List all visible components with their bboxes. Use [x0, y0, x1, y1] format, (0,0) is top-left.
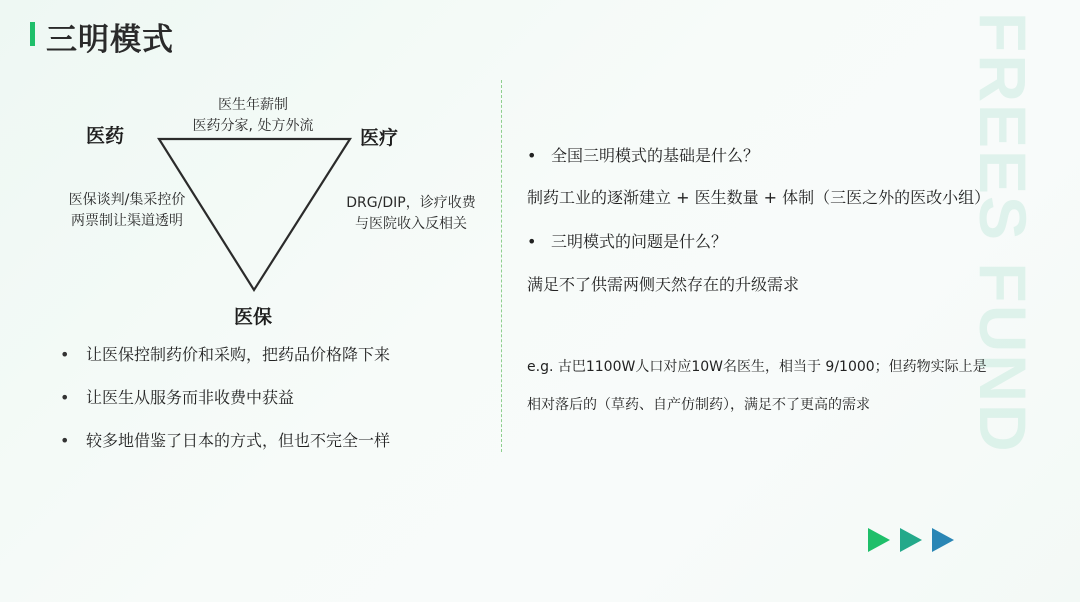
decorative-arrows [866, 526, 958, 554]
vertex-pharma: 医药 [86, 125, 125, 147]
question-1 [527, 143, 759, 166]
vertex-medical: 医疗 [360, 127, 399, 149]
edge-left-line-2: 两票制让渠道透明 [71, 213, 183, 229]
play-arrow-icon [900, 528, 922, 552]
three-medicine-triangle-diagram [0, 0, 520, 340]
vertex-insurance: 医保 [234, 306, 273, 328]
edge-right-line-2: 与医院收入反相关 [355, 216, 467, 232]
question-2 [527, 229, 727, 252]
watermark-text: FREES FUND [966, 12, 1040, 454]
answer-1: 制药工业的逐渐建立 + 医生数量 + 体制（三医之外的医改小组） [527, 188, 991, 207]
dashed-divider [501, 80, 502, 452]
edge-label-right [336, 193, 486, 235]
brand-watermark [965, 12, 1045, 522]
page-title: 三明模式 [46, 22, 174, 58]
play-arrow-icon [868, 528, 890, 552]
list-item: • 较多地借鉴了日本的方式，但也不完全一样 [60, 429, 390, 472]
answer-2: 满足不了供需两侧天然存在的升级需求 [527, 275, 800, 294]
question-1-text: 全国三明模式的基础是什么？ [551, 146, 760, 165]
edge-top-line-1: 医生年薪制 [218, 97, 288, 113]
list-item: • 让医生从服务而非收费中获益 [60, 386, 390, 429]
play-arrow-icon [932, 528, 954, 552]
bullet-dot: • [527, 232, 537, 251]
edge-label-top [168, 95, 338, 137]
bullet-dot: • [527, 146, 537, 165]
left-bullet-list [60, 343, 390, 472]
triangle-shape [0, 0, 520, 340]
edge-top-line-2: 医药分家, 处方外流 [192, 118, 314, 134]
edge-left-line-1: 医保谈判/集采控价 [68, 192, 186, 208]
example-note-line-1: e.g. 古巴1100W人口对应10W名医生，相当于 9/1000；但药物实际上是 [527, 359, 987, 375]
question-2-text: 三明模式的问题是什么？ [551, 232, 728, 251]
edge-label-left [52, 190, 202, 232]
edge-right-line-1: DRG/DIP，诊疗收费 [346, 195, 476, 211]
example-note-line-2: 相对落后的（草药、自产仿制药），满足不了更高的需求 [527, 397, 870, 413]
list-item: • 让医保控制药价和采购，把药品价格降下来 [60, 343, 390, 386]
